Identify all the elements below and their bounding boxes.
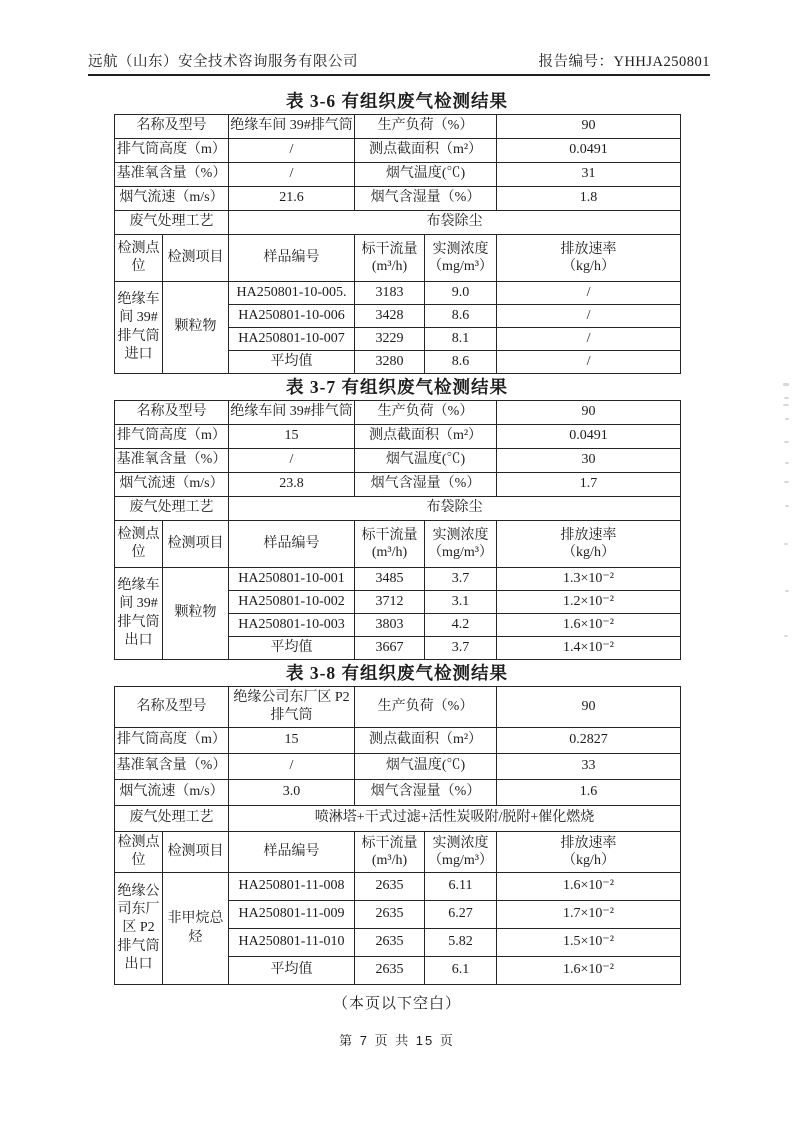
info-row — [115, 163, 681, 187]
info-row — [115, 115, 681, 139]
rate-value-cell: 1.6×10⁻² — [497, 957, 681, 985]
scan-artifact — [785, 418, 789, 420]
info-row — [115, 425, 681, 449]
column-header-line: 排放速率 — [560, 527, 617, 543]
column-header-line: 实测浓度 — [432, 241, 489, 257]
scan-artifact — [785, 462, 789, 464]
info-value-cell: 绝缘车间 39#排气筒 — [229, 115, 355, 139]
info-label-cell: 基准氧含量（%） — [115, 754, 229, 780]
process-row — [115, 806, 681, 832]
conc-value-cell: 8.6 — [425, 351, 497, 374]
info-value-cell: 31 — [497, 163, 681, 187]
info-value-cell: / — [229, 449, 355, 473]
sample-id-cell: HA250801-10-001 — [229, 568, 355, 591]
process-label-cell: 废气处理工艺 — [115, 497, 229, 521]
sample-id-cell: HA250801-11-010 — [229, 929, 355, 957]
rate-value-cell: 1.7×10⁻² — [497, 901, 681, 929]
rate-value-cell: 1.5×10⁻² — [497, 929, 681, 957]
scan-artifact — [785, 590, 789, 592]
column-header-cell — [355, 235, 425, 282]
data-row — [115, 282, 681, 305]
info-label-cell: 烟气温度(℃) — [355, 754, 497, 780]
column-header-unit: （mg/m³） — [428, 853, 493, 868]
scan-artifact — [784, 635, 788, 637]
info-label-cell: 烟气含湿量（%） — [355, 473, 497, 497]
flow-value-cell: 3280 — [355, 351, 425, 374]
flow-value-cell: 3183 — [355, 282, 425, 305]
flow-value-cell: 3712 — [355, 591, 425, 614]
column-header-unit: (m³/h) — [371, 853, 408, 868]
monitoring-point-cell: 绝缘车间 39#排气筒出口 — [115, 568, 163, 660]
table-3-8-title: 表 3-8 有组织废气检测结果 — [285, 663, 509, 683]
header-rule — [88, 74, 710, 76]
process-row — [115, 211, 681, 235]
info-label-cell: 测点截面积（m²） — [355, 139, 497, 163]
column-header-line: 排放速率 — [560, 241, 617, 257]
info-value-cell: 0.0491 — [497, 425, 681, 449]
column-header-unit: (m³/h) — [371, 259, 408, 274]
measurement-header-row — [115, 832, 681, 873]
column-header-cell: 样品编号 — [229, 235, 355, 282]
conc-value-cell: 3.7 — [425, 637, 497, 660]
column-header-cell: 样品编号 — [229, 832, 355, 873]
column-header-cell — [355, 521, 425, 568]
sample-id-cell: 平均值 — [229, 351, 355, 374]
column-header-cell — [497, 832, 681, 873]
info-value-cell: / — [229, 754, 355, 780]
report-table-3-6 — [114, 114, 681, 374]
conc-value-cell: 3.7 — [425, 568, 497, 591]
info-row — [115, 473, 681, 497]
info-value-cell: 1.6 — [497, 780, 681, 806]
info-value-cell: 15 — [229, 728, 355, 754]
info-row — [115, 139, 681, 163]
measurement-header-row — [115, 235, 681, 282]
report-table-3-7 — [114, 400, 681, 660]
column-header-cell: 检测项目 — [163, 235, 229, 282]
process-row — [115, 497, 681, 521]
rate-value-cell: 1.6×10⁻² — [497, 614, 681, 637]
info-value-cell: 33 — [497, 754, 681, 780]
conc-value-cell: 5.82 — [425, 929, 497, 957]
scan-artifact — [784, 441, 789, 443]
info-row — [115, 728, 681, 754]
column-header-line: 标干流量 — [361, 835, 418, 851]
column-header-cell: 检测点位 — [115, 235, 163, 282]
monitoring-item-cell: 颗粒物 — [163, 568, 229, 660]
scan-artifact — [784, 481, 789, 483]
process-label-cell: 废气处理工艺 — [115, 806, 229, 832]
data-row — [115, 873, 681, 901]
sample-id-cell: HA250801-10-007 — [229, 328, 355, 351]
info-value-cell: 绝缘车间 39#排气筒 — [229, 401, 355, 425]
column-header-line: 实测浓度 — [432, 527, 489, 543]
info-value-cell: 30 — [497, 449, 681, 473]
rate-value-cell: / — [497, 328, 681, 351]
conc-value-cell: 8.1 — [425, 328, 497, 351]
page-number: 第 7 页 共 15 页 — [339, 1033, 455, 1048]
process-label-cell: 废气处理工艺 — [115, 211, 229, 235]
column-header-unit: （mg/m³） — [428, 259, 493, 274]
info-label-cell: 烟气含湿量（%） — [355, 187, 497, 211]
column-header-line: 排放速率 — [560, 835, 617, 851]
page-header — [88, 50, 710, 71]
info-label-cell: 排气筒高度（m） — [115, 139, 229, 163]
column-header-cell — [425, 235, 497, 282]
sample-id-cell: HA250801-10-005. — [229, 282, 355, 305]
info-label-cell: 生产负荷（%） — [355, 115, 497, 139]
info-label-cell: 烟气流速（m/s） — [115, 473, 229, 497]
column-header-cell: 样品编号 — [229, 521, 355, 568]
info-value-cell: 3.0 — [229, 780, 355, 806]
table-3-6-title: 表 3-6 有组织废气检测结果 — [285, 91, 509, 111]
sample-id-cell: HA250801-10-006 — [229, 305, 355, 328]
column-header-unit: （kg/h） — [562, 259, 615, 274]
conc-value-cell: 8.6 — [425, 305, 497, 328]
flow-value-cell: 3667 — [355, 637, 425, 660]
rate-value-cell: / — [497, 351, 681, 374]
rate-value-cell: / — [497, 282, 681, 305]
scan-artifact — [783, 383, 789, 386]
info-row — [115, 687, 681, 728]
column-header-line: 标干流量 — [361, 527, 418, 543]
info-row — [115, 449, 681, 473]
info-value-cell: / — [229, 139, 355, 163]
info-label-cell: 烟气温度(℃) — [355, 449, 497, 473]
conc-value-cell: 9.0 — [425, 282, 497, 305]
info-label-cell: 烟气流速（m/s） — [115, 780, 229, 806]
info-value-cell: / — [229, 163, 355, 187]
rate-value-cell: 1.3×10⁻² — [497, 568, 681, 591]
column-header-cell — [497, 521, 681, 568]
rate-value-cell: / — [497, 305, 681, 328]
flow-value-cell: 2635 — [355, 901, 425, 929]
info-label-cell: 名称及型号 — [115, 687, 229, 728]
info-row — [115, 187, 681, 211]
rate-value-cell: 1.2×10⁻² — [497, 591, 681, 614]
column-header-unit: (m³/h) — [371, 545, 408, 560]
flow-value-cell: 3803 — [355, 614, 425, 637]
flow-value-cell: 3485 — [355, 568, 425, 591]
info-value-cell: 0.2827 — [497, 728, 681, 754]
info-value-cell: 1.8 — [497, 187, 681, 211]
column-header-line: 实测浓度 — [432, 835, 489, 851]
info-value-cell: 15 — [229, 425, 355, 449]
column-header-cell: 检测点位 — [115, 521, 163, 568]
scan-artifact — [784, 543, 788, 545]
sample-id-cell: HA250801-11-008 — [229, 873, 355, 901]
info-label-cell: 生产负荷（%） — [355, 401, 497, 425]
scan-artifact — [783, 404, 789, 406]
info-value-cell: 21.6 — [229, 187, 355, 211]
column-header-unit: （kg/h） — [562, 545, 615, 560]
info-label-cell: 烟气流速（m/s） — [115, 187, 229, 211]
column-header-cell — [355, 832, 425, 873]
sample-id-cell: HA250801-10-003 — [229, 614, 355, 637]
info-row — [115, 754, 681, 780]
info-value-cell: 1.7 — [497, 473, 681, 497]
page-content — [114, 88, 680, 1013]
info-label-cell: 生产负荷（%） — [355, 687, 497, 728]
column-header-cell: 检测项目 — [163, 832, 229, 873]
scan-artifact — [784, 397, 789, 399]
column-header-unit: （mg/m³） — [428, 545, 493, 560]
column-header-line: 标干流量 — [361, 241, 418, 257]
column-header-cell — [425, 521, 497, 568]
monitoring-item-cell: 颗粒物 — [163, 282, 229, 374]
info-label-cell: 测点截面积（m²） — [355, 425, 497, 449]
sample-id-cell: 平均值 — [229, 957, 355, 985]
report-table-3-8 — [114, 686, 681, 985]
data-row — [115, 568, 681, 591]
sample-id-cell: HA250801-11-009 — [229, 901, 355, 929]
sample-id-cell: HA250801-10-002 — [229, 591, 355, 614]
table-3-7-title: 表 3-7 有组织废气检测结果 — [285, 377, 509, 397]
process-value-cell: 布袋除尘 — [229, 497, 681, 521]
info-value-cell: 90 — [497, 401, 681, 425]
info-label-cell: 名称及型号 — [115, 401, 229, 425]
process-value-cell: 喷淋塔+干式过滤+活性炭吸附/脱附+催化燃烧 — [229, 806, 681, 832]
info-value-cell: 绝缘公司东厂区 P2 排气筒 — [229, 687, 355, 728]
rate-value-cell: 1.6×10⁻² — [497, 873, 681, 901]
sample-id-cell: 平均值 — [229, 637, 355, 660]
info-label-cell: 测点截面积（m²） — [355, 728, 497, 754]
info-label-cell: 烟气含湿量（%） — [355, 780, 497, 806]
info-label-cell: 排气筒高度（m） — [115, 425, 229, 449]
column-header-cell: 检测项目 — [163, 521, 229, 568]
info-row — [115, 780, 681, 806]
rate-value-cell: 1.4×10⁻² — [497, 637, 681, 660]
scan-artifact — [785, 505, 789, 507]
conc-value-cell: 4.2 — [425, 614, 497, 637]
conc-value-cell: 6.1 — [425, 957, 497, 985]
info-value-cell: 0.0491 — [497, 139, 681, 163]
info-label-cell: 基准氧含量（%） — [115, 449, 229, 473]
monitoring-point-cell: 绝缘车间 39#排气筒进口 — [115, 282, 163, 374]
monitoring-item-cell: 非甲烷总烃 — [163, 873, 229, 985]
monitoring-point-cell: 绝缘公司东厂区 P2 排气筒出口 — [115, 873, 163, 985]
info-value-cell: 23.8 — [229, 473, 355, 497]
conc-value-cell: 3.1 — [425, 591, 497, 614]
flow-value-cell: 2635 — [355, 873, 425, 901]
conc-value-cell: 6.11 — [425, 873, 497, 901]
flow-value-cell: 2635 — [355, 957, 425, 985]
column-header-unit: （kg/h） — [562, 853, 615, 868]
info-label-cell: 名称及型号 — [115, 115, 229, 139]
measurement-header-row — [115, 521, 681, 568]
flow-value-cell: 3229 — [355, 328, 425, 351]
info-label-cell: 排气筒高度（m） — [115, 728, 229, 754]
conc-value-cell: 6.27 — [425, 901, 497, 929]
process-value-cell: 布袋除尘 — [229, 211, 681, 235]
column-header-cell: 检测点位 — [115, 832, 163, 873]
info-label-cell: 基准氧含量（%） — [115, 163, 229, 187]
info-value-cell: 90 — [497, 687, 681, 728]
info-label-cell: 烟气温度(℃) — [355, 163, 497, 187]
blank-below-note: （本页以下空白） — [332, 996, 461, 1012]
column-header-cell — [497, 235, 681, 282]
flow-value-cell: 3428 — [355, 305, 425, 328]
info-row — [115, 401, 681, 425]
column-header-cell — [425, 832, 497, 873]
company-name: 远航（山东）安全技术咨询服务有限公司 — [88, 54, 358, 70]
report-number: 报告编号：YHHJA250801 — [538, 54, 710, 70]
info-value-cell: 90 — [497, 115, 681, 139]
flow-value-cell: 2635 — [355, 929, 425, 957]
